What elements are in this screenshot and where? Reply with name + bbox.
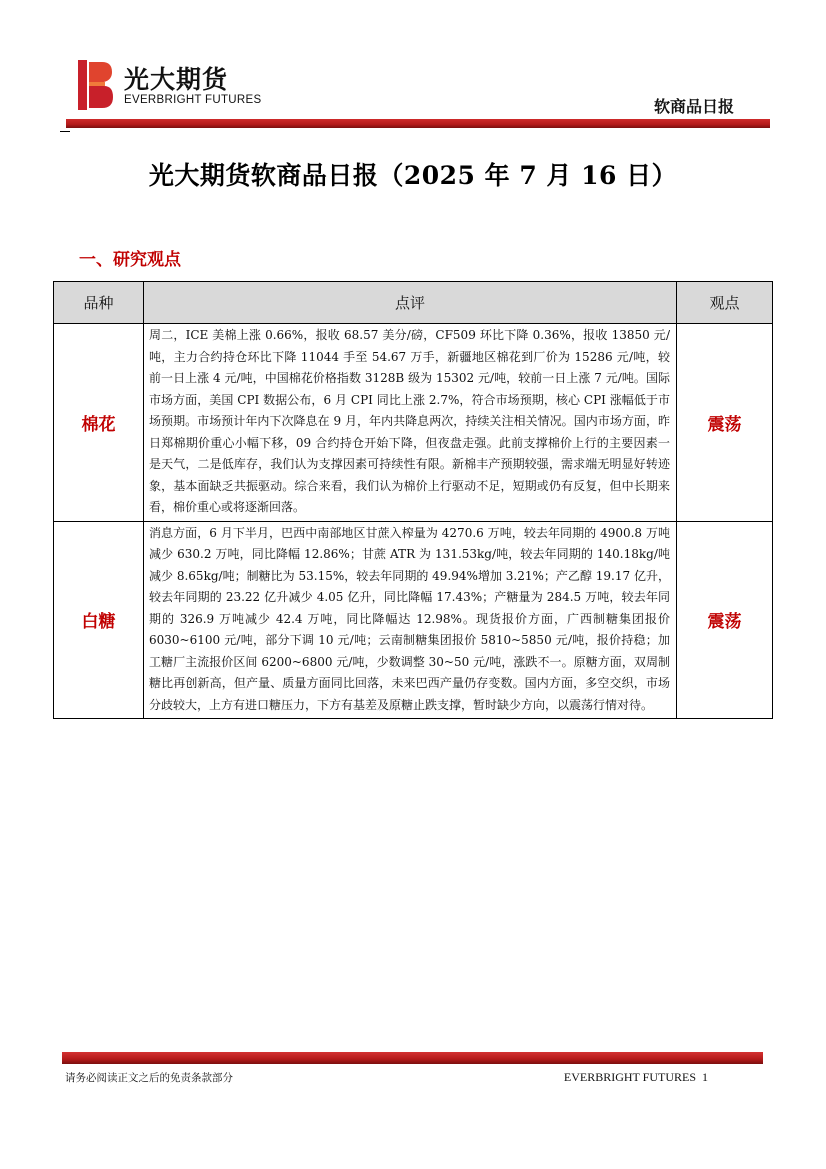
view-cell: 震荡 xyxy=(677,324,773,522)
comment-cell: 周二，ICE 美棉上涨 0.66%，报收 68.57 美分/磅，CF509 环比下降 0.36%，报收 13850 元/吨，主力合约持仓环比下降 11044 手至 54.67 万手，新疆地区棉花到厂价为 15286 元/吨，较前一日上涨 4 元/吨，中国棉花价格指数 3128B 级为 15302 元/吨，较前一日上涨 7 元/吨。国际市场方面，美国 CPI 数据公布，6 月 CPI 同比上涨 2.7%，符合市场预期，核心 CPI 涨幅低于市场预期。市场预计年内下次降息在 9 月，年内共降息两次，持续关注相关情况。国内市场方面，昨日郑棉期价重心小幅下移，09 合约持仓开始下降，但夜盘走强。此前支撑棉价上行的主要因素一是天气，二是低库存，我们认为支撑因素可持续性有限。新棉丰产预期较强，需求端无明显好转迹象，基本面缺乏共振驱动。综合来看，我们认为棉价上行驱动不足，短期或仍有反复，但中长期来看，棉价重心或将逐渐回落。 xyxy=(144,324,677,522)
everbright-logo-icon xyxy=(78,60,114,110)
comment-cell: 消息方面，6 月下半月，巴西中南部地区甘蔗入榨量为 4270.6 万吨，较去年同期的 4900.8 万吨减少 630.2 万吨，同比降幅 12.86%；甘蔗 ATR 为 131.53kg/吨，较去年同期的 140.18kg/吨减少 8.65kg/吨；制糖比为 53.15%，较去年同期的 49.94%增加 3.21%；产乙醇 19.17 亿升，较去年同期的 23.22 亿升减少 4.05 亿升，同比降幅 17.43%；产糖量为 284.5 万吨，较去年同期的 326.9 万吨减少 42.4 万吨，同比降幅达 12.98%。现货报价方面，广西制糖集团报价 6030~6100 元/吨，部分下调 10 元/吨；云南制糖集团报价 5810~5850 元/吨，报价持稳；加工糖厂主流报价区间 6200~6800 元/吨，少数调整 30~50 元/吨，涨跌不一。原糖方面，双周制糖比再创新高，但产量、质量方面同比回落，未来巴西产量仍存变数。国内方面，多空交织，市场分歧较大，上方有进口糖压力，下方有基差及原糖止跌支撑，暂时缺少方向，以震荡行情对待。 xyxy=(144,521,677,719)
table-row-sugar xyxy=(54,521,773,719)
table-row-cotton xyxy=(54,324,773,522)
section-heading: 一、研究观点 xyxy=(79,250,181,270)
column-header-comment: 点评 xyxy=(144,282,677,324)
view-cell: 震荡 xyxy=(677,521,773,719)
header-divider xyxy=(66,119,770,128)
logo-chinese-name: 光大期货 xyxy=(124,65,229,94)
footer-company-name: EVERBRIGHT FUTURES xyxy=(563,1070,696,1084)
disclaimer-note: 请务必阅读正文之后的免责条款部分 xyxy=(65,1072,233,1084)
report-type-label: 软商品日报 xyxy=(653,97,734,116)
page-number: 1 xyxy=(702,1070,708,1084)
column-header-view: 观点 xyxy=(677,282,773,324)
header-tick-mark xyxy=(60,131,70,132)
variety-cell: 棉花 xyxy=(54,324,144,522)
variety-cell: 白糖 xyxy=(54,521,144,719)
table-header-row xyxy=(54,282,773,324)
column-header-variety: 品种 xyxy=(54,282,144,324)
research-view-table xyxy=(53,281,773,719)
logo-english-name: EVERBRIGHT FUTURES xyxy=(124,94,262,106)
page-title: 光大期货软商品日报（2025 年 7 月 16 日） xyxy=(148,161,678,190)
footer-divider xyxy=(62,1052,763,1064)
